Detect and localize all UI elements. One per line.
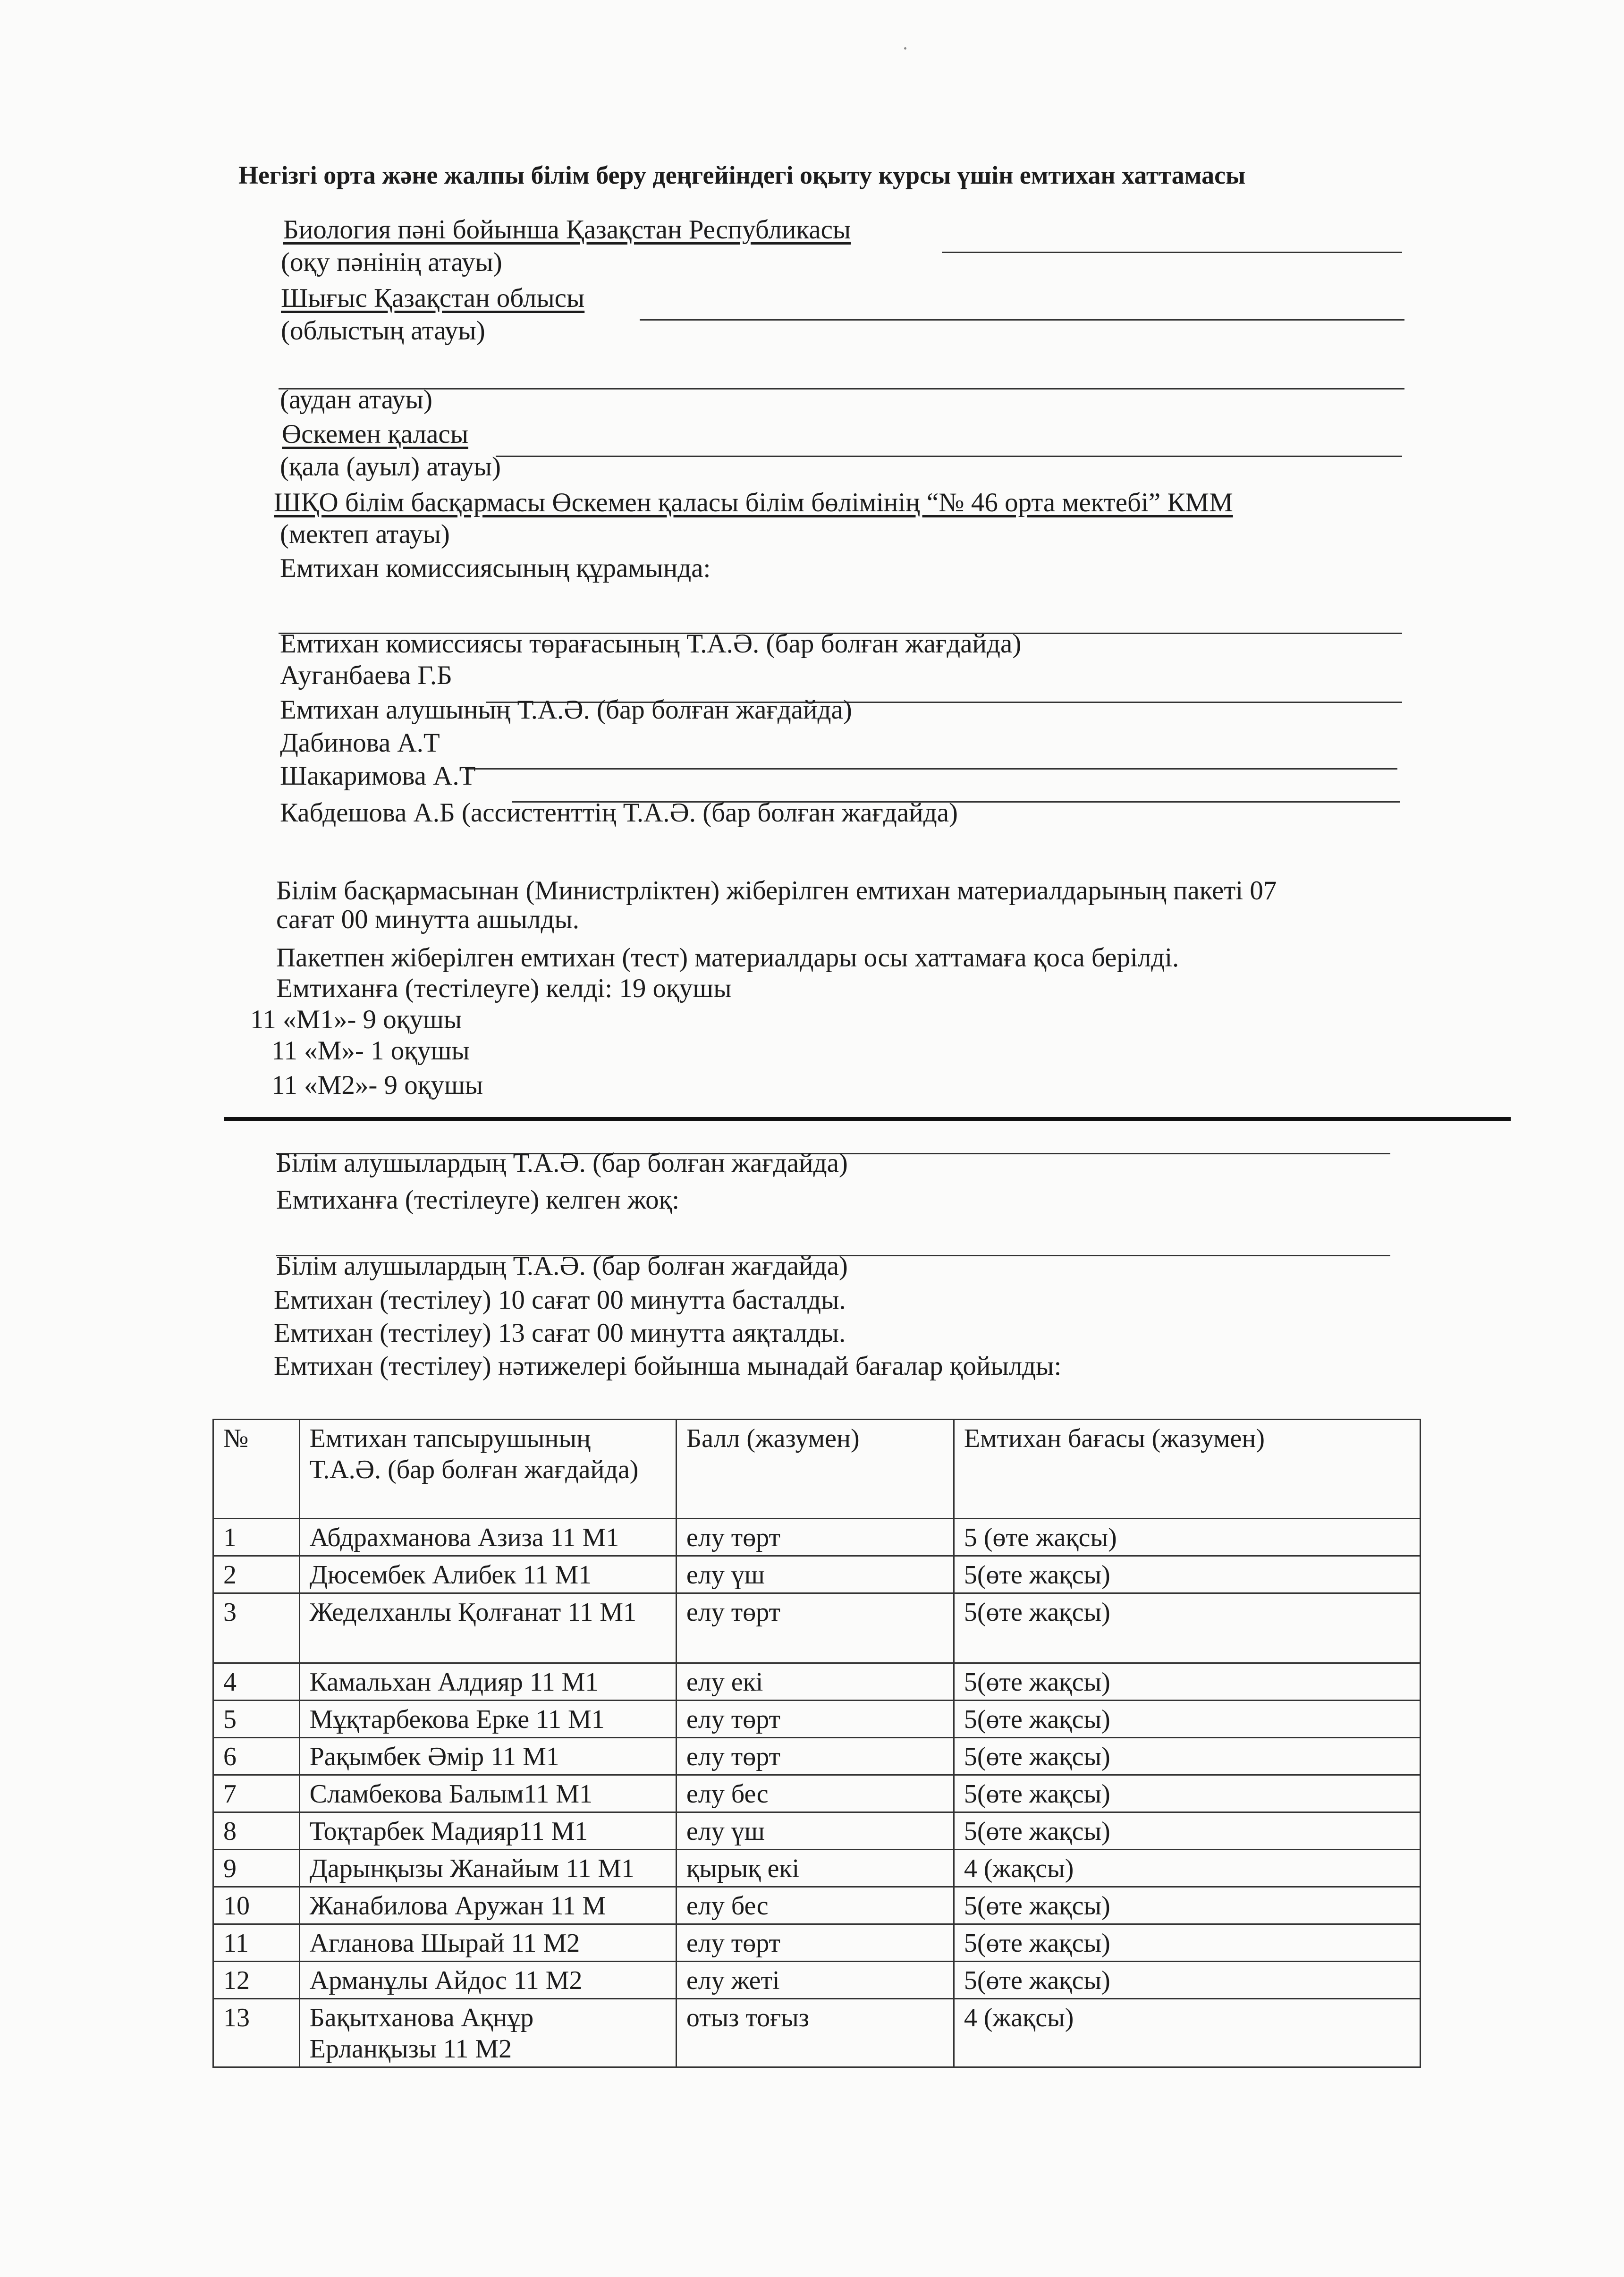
table-row (213, 1519, 1421, 1556)
members-caption: Емтихан алушының Т.А.Ә. (бар болған жағдайда) (280, 695, 852, 725)
region-line: Шығыс Қазақстан облысы (281, 283, 585, 313)
cell-score: қырық екі (676, 1850, 954, 1887)
table-row (213, 1812, 1421, 1850)
cell-name: Тоқтарбек Мадияр11 М1 (299, 1812, 676, 1850)
cell-name: Жанабилова Аружан 11 М (299, 1887, 676, 1924)
absent-line: Емтиханға (тестілеуге) келген жоқ: (276, 1185, 680, 1215)
subject-line: Биология пәні бойынша Қазақстан Республикасы (283, 215, 851, 245)
cell-name: Жеделханлы Қолғанат 11 М1 (299, 1593, 676, 1663)
cell-score: елу төрт (676, 1701, 954, 1738)
speck (904, 47, 906, 50)
cell-name: Арманұлы Айдос 11 М2 (299, 1962, 676, 1999)
grades-body (213, 1519, 1421, 2067)
grades-table (212, 1419, 1421, 2068)
students-caption-1: Білім алушылардың Т.А.Ә. (бар болған жағдайда) (276, 1148, 848, 1178)
header-grade: Емтихан бағасы (жазумен) (954, 1420, 1420, 1519)
cell-score: елу төрт (676, 1738, 954, 1775)
cell-name: Дюсембек Алибек 11 М1 (299, 1556, 676, 1593)
cell-number: 13 (213, 1999, 300, 2067)
cell-number: 6 (213, 1738, 300, 1775)
cell-score: елу екі (676, 1663, 954, 1701)
school-caption: (мектеп атауы) (280, 519, 450, 549)
table-header-row (213, 1420, 1421, 1519)
cell-grade: 5(өте жақсы) (954, 1701, 1420, 1738)
results-line: Емтихан (тестілеу) нәтижелері бойынша мынадай бағалар қойылды: (274, 1351, 1062, 1381)
blank-rule (640, 319, 1404, 321)
header-number: № (213, 1420, 300, 1519)
students-caption-2: Білім алушылардың Т.А.Ә. (бар болған жағдайда) (276, 1251, 848, 1281)
header-name: Емтихан тапсырушының Т.А.Ә. (бар болған жағдайда) (299, 1420, 676, 1519)
member-2: Шакаримова А.Т (280, 761, 476, 791)
cell-number: 3 (213, 1593, 300, 1663)
table-row (213, 1556, 1421, 1593)
cell-grade: 5(өте жақсы) (954, 1556, 1420, 1593)
cell-name: Сламбекова Балым11 М1 (299, 1775, 676, 1812)
section-divider (224, 1117, 1511, 1121)
cell-grade: 4 (жақсы) (954, 1999, 1420, 2067)
table-row (213, 1701, 1421, 1738)
package-line-2: сағат 00 минутта ашылды. (276, 905, 580, 934)
cell-number: 1 (213, 1519, 300, 1556)
subject-caption: (оқу пәнінің атауы) (281, 247, 502, 277)
cell-name: Абдрахманова Азиза 11 М1 (299, 1519, 676, 1556)
header-score: Балл (жазумен) (676, 1420, 954, 1519)
cell-number: 10 (213, 1887, 300, 1924)
table-row (213, 1999, 1421, 2067)
ended-line: Емтихан (тестілеу) 13 сағат 00 минутта аяқталды. (274, 1318, 846, 1348)
cell-name: Рақымбек Әмір 11 М1 (299, 1738, 676, 1775)
chair-caption: Емтихан комиссиясы төрағасының Т.А.Ә. (бар болған жағдайда) (280, 629, 1022, 659)
cell-number: 2 (213, 1556, 300, 1593)
assistant-line: Кабдешова А.Б (ассистенттің Т.А.Ә. (бар болған жағдайда) (280, 798, 958, 828)
table-row (213, 1887, 1421, 1924)
class-m2: 11 «М2»- 9 оқушы (271, 1070, 483, 1100)
commission-label: Емтихан комиссиясының құрамында: (280, 553, 711, 583)
package-line-1: Білім басқармасынан (Министрліктен) жіберілген емтихан материалдарының пакеті 07 (276, 876, 1277, 906)
document-title: Негізгі орта және жалпы білім беру деңгейіндегі оқыту курсы үшін емтихан хаттамасы (238, 161, 1246, 189)
class-m1: 11 «М1»- 9 оқушы (250, 1005, 462, 1034)
cell-number: 9 (213, 1850, 300, 1887)
started-line: Емтихан (тестілеу) 10 сағат 00 минутта басталды. (274, 1285, 846, 1315)
blank-rule (465, 768, 1397, 770)
cell-score: елу жеті (676, 1962, 954, 1999)
cell-grade: 5(өте жақсы) (954, 1962, 1420, 1999)
materials-line: Пакетпен жіберілген емтихан (тест) материалдары осы хаттамаға қоса берілді. (276, 943, 1179, 973)
region-caption: (облыстың атауы) (281, 316, 485, 346)
cell-score: елу бес (676, 1775, 954, 1812)
table-row (213, 1775, 1421, 1812)
cell-number: 12 (213, 1962, 300, 1999)
cell-name: Бақытханова Ақнұр Ерланқызы 11 М2 (299, 1999, 676, 2067)
cell-grade: 5(өте жақсы) (954, 1593, 1420, 1663)
cell-grade: 5(өте жақсы) (954, 1887, 1420, 1924)
table-row (213, 1924, 1421, 1962)
cell-name: Камальхан Алдияр 11 М1 (299, 1663, 676, 1701)
cell-score: отыз тоғыз (676, 1999, 954, 2067)
table-row (213, 1663, 1421, 1701)
cell-number: 11 (213, 1924, 300, 1962)
cell-name: Мұқтарбекова Ерке 11 М1 (299, 1701, 676, 1738)
table-row (213, 1962, 1421, 1999)
school-line: ШҚО білім басқармасы Өскемен қаласы білім бөлімінің “№ 46 орта мектебі” КММ (274, 488, 1233, 517)
cell-grade: 5(өте жақсы) (954, 1663, 1420, 1701)
cell-score: елу бес (676, 1887, 954, 1924)
cell-grade: 5(өте жақсы) (954, 1738, 1420, 1775)
table-row (213, 1593, 1421, 1663)
table-row (213, 1850, 1421, 1887)
cell-grade: 5(өте жақсы) (954, 1812, 1420, 1850)
cell-number: 8 (213, 1812, 300, 1850)
cell-name: Дарынқызы Жанайым 11 М1 (299, 1850, 676, 1887)
cell-score: елу үш (676, 1556, 954, 1593)
cell-score: елу төрт (676, 1593, 954, 1663)
cell-number: 4 (213, 1663, 300, 1701)
cell-score: елу үш (676, 1812, 954, 1850)
arrived-line: Емтиханға (тестілеуге) келді: 19 оқушы (276, 973, 732, 1003)
cell-score: елу төрт (676, 1519, 954, 1556)
cell-number: 5 (213, 1701, 300, 1738)
cell-grade: 5 (өте жақсы) (954, 1519, 1420, 1556)
blank-rule (942, 252, 1402, 253)
city-caption: (қала (ауыл) атауы) (280, 452, 501, 482)
table-row (213, 1738, 1421, 1775)
cell-grade: 4 (жақсы) (954, 1850, 1420, 1887)
district-caption: (аудан атауы) (280, 385, 432, 415)
blank-rule (496, 456, 1402, 457)
chair-name: Ауганбаева Г.Б (280, 660, 452, 690)
cell-grade: 5(өте жақсы) (954, 1775, 1420, 1812)
cell-score: елу төрт (676, 1924, 954, 1962)
cell-grade: 5(өте жақсы) (954, 1924, 1420, 1962)
class-m: 11 «М»- 1 оқушы (271, 1036, 470, 1066)
cell-name: Агланова Шырай 11 М2 (299, 1924, 676, 1962)
member-1: Дабинова А.Т (280, 728, 440, 758)
city-line: Өскемен қаласы (282, 419, 468, 449)
district-rule (279, 388, 1404, 389)
cell-number: 7 (213, 1775, 300, 1812)
